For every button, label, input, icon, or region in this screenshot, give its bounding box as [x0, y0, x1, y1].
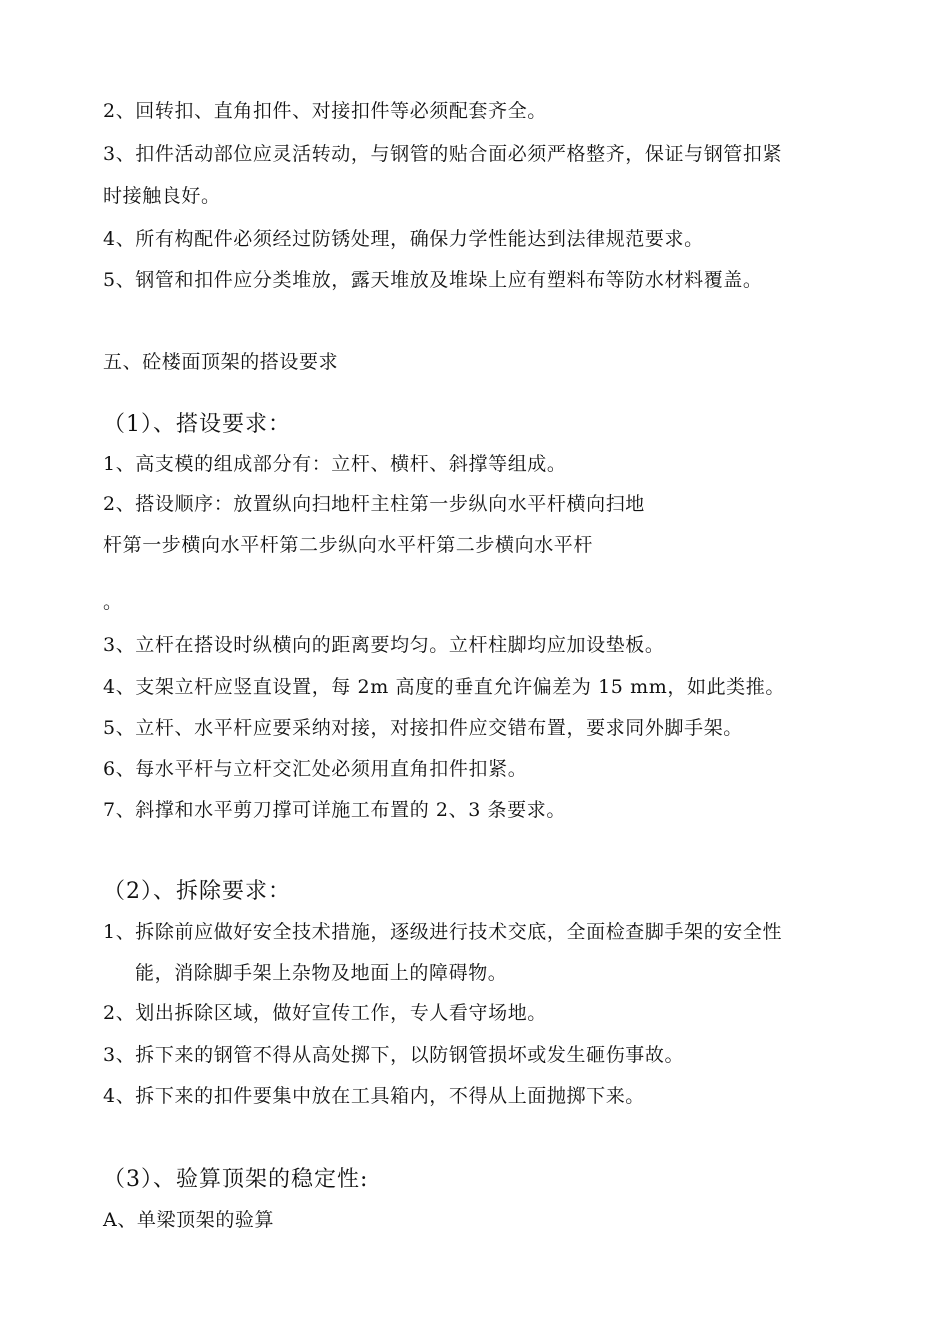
paragraph-line: 1、高支模的组成部分有：立杆、横杆、斜撑等组成。: [103, 453, 567, 475]
paragraph-line: 3、立杆在搭设时纵横向的距离要均匀。立杆柱脚均应加设垫板。: [103, 634, 665, 656]
paragraph-line: 3、扣件活动部位应灵活转动，与钢管的贴合面必须严格整齐，保证与钢管扣紧: [103, 143, 783, 165]
paragraph-line: A、单梁顶架的验算: [103, 1209, 275, 1231]
paragraph-line: 5、钢管和扣件应分类堆放，露天堆放及堆垛上应有塑料布等防水材料覆盖。: [103, 269, 763, 291]
paragraph-line: 。: [103, 591, 123, 613]
paragraph-line: 6、每水平杆与立杆交汇处必须用直角扣件扣紧。: [103, 758, 528, 780]
paragraph-line: 1、拆除前应做好安全技术措施，逐级进行技术交底，全面检查脚手架的安全性: [103, 921, 783, 943]
paragraph-line: 杆第一步横向水平杆第二步纵向水平杆第二步横向水平杆: [103, 534, 594, 556]
paragraph-line: 2、划出拆除区域，做好宣传工作，专人看守场地。: [103, 1002, 547, 1024]
paragraph-line: 4、拆下来的扣件要集中放在工具箱内，不得从上面抛掷下来。: [103, 1085, 645, 1107]
paragraph-line: 5、立杆、水平杆应要采纳对接，对接扣件应交错布置，要求同外脚手架。: [103, 717, 743, 739]
paragraph-line: 7、斜撑和水平剪刀撑可详施工布置的 2、3 条要求。: [103, 799, 566, 821]
paragraph-line: 4、所有构配件必须经过防锈处理，确保力学性能达到法律规范要求。: [103, 228, 704, 250]
paragraph-line: 4、支架立杆应竖直设置，每 2m 高度的垂直允许偏差为 15 mm，如此类推。: [103, 676, 785, 698]
paragraph-line: 2、回转扣、直角扣件、对接扣件等必须配套齐全。: [103, 100, 547, 122]
subsection-heading: （1）、搭设要求：: [103, 412, 291, 437]
subsection-heading: （3）、验算顶架的稳定性:: [103, 1167, 369, 1192]
section-title: 五、砼楼面顶架的搭设要求: [103, 351, 339, 373]
paragraph-line: 3、拆下来的钢管不得从高处掷下，以防钢管损坏或发生砸伤事故。: [103, 1044, 685, 1066]
paragraph-line: 时接触良好。: [103, 185, 221, 207]
subsection-heading: （2）、拆除要求：: [103, 879, 291, 904]
paragraph-line: 能，消除脚手架上杂物及地面上的障碍物。: [135, 962, 508, 984]
paragraph-line: 2、搭设顺序：放置纵向扫地杆主柱第一步纵向水平杆横向扫地: [103, 493, 645, 515]
